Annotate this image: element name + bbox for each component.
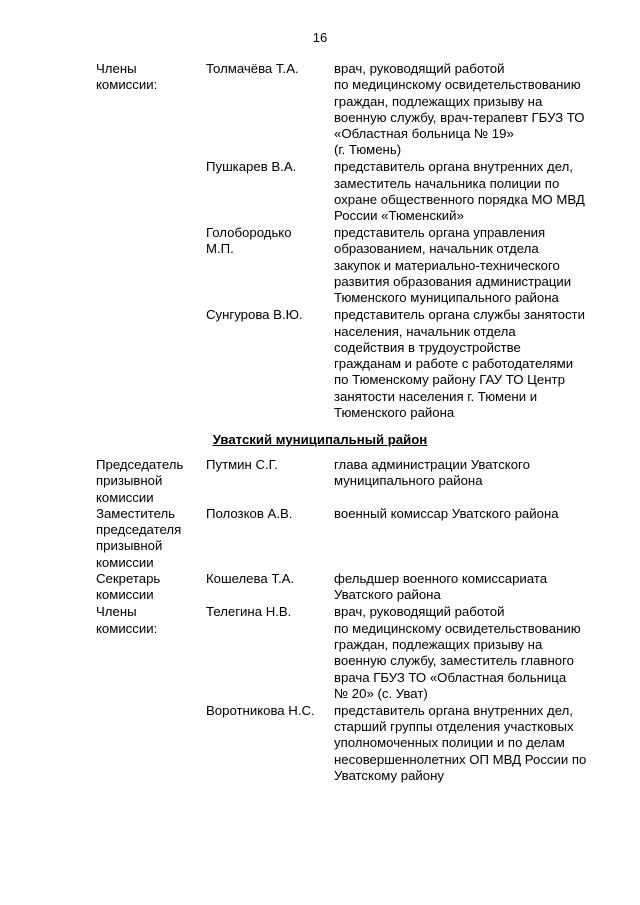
member-row xyxy=(96,571,616,604)
member-row xyxy=(96,604,616,702)
member-row xyxy=(96,505,616,570)
member-row xyxy=(96,159,616,224)
member-role: Члены комиссии: xyxy=(96,61,158,93)
member-name: Полозков А.В. xyxy=(206,505,293,521)
member-description: представитель органа внутренних дел, старший группы отделения участковых уполномоченных полиции и по делам несовершеннолетних ОП МВД России по Уватскому району xyxy=(334,702,587,783)
member-name: Воротникова Н.С. xyxy=(206,702,315,718)
member-description: врач, руководящий работой по медицинскому освидетельствованию граждан, подлежащих призыву на военную службу, заместитель главного врача ГБУЗ ТО «Областная больница № 20» (с. Уват) xyxy=(334,604,581,701)
district-heading-text: Уватский муниципальный район xyxy=(212,432,428,447)
page-number: 16 xyxy=(312,30,328,45)
member-name: Путмин С.Г. xyxy=(206,457,278,472)
member-row xyxy=(96,225,616,306)
member-name: Телегина Н.В. xyxy=(206,604,292,620)
member-role: Председатель призывной комиссии xyxy=(96,457,184,505)
member-description: представитель органа управления образованием, начальник отдела закупок и материально-технического развития образования администрации Тюменского муниципального района xyxy=(334,225,572,306)
commission-table-uvat xyxy=(96,457,616,784)
member-row xyxy=(96,457,616,505)
member-row xyxy=(96,61,616,159)
member-role: Члены комиссии: xyxy=(96,604,158,636)
member-row xyxy=(96,703,616,784)
member-name: Кошелева Т.А. xyxy=(206,571,295,587)
member-description: глава администрации Уватского муниципального района xyxy=(334,457,530,489)
member-role: Заместитель председателя призывной комиссии xyxy=(96,505,182,570)
commission-table-continued xyxy=(96,61,616,421)
member-role: Секретарь комиссии xyxy=(96,571,161,603)
member-description: военный комиссар Уватского района xyxy=(334,505,559,521)
member-description: врач, руководящий работой по медицинскому освидетельствованию граждан, подлежащих призыву на военную службу, врач-терапевт ГБУЗ ТО «Областная больница № 19» (г. Тюмень) xyxy=(334,61,585,158)
member-name: Толмачёва Т.А. xyxy=(206,61,299,76)
district-heading xyxy=(0,432,640,448)
member-description: представитель органа службы занятости населения, начальник отдела содействия в трудоустройстве гражданам и работе с работодателями по Тюменскому району ГАУ ТО Центр занятости населения г. Тюмени и Тюменского района xyxy=(334,307,585,421)
member-name: Голобородько М.П. xyxy=(206,225,292,257)
member-row xyxy=(96,307,616,421)
member-name: Сунгурова В.Ю. xyxy=(206,307,303,323)
member-name: Пушкарев В.А. xyxy=(206,159,297,175)
member-description: представитель органа внутренних дел, заместитель начальника полиции по охране общественного порядка МО МВД России «Тюменский» xyxy=(334,159,585,224)
member-description: фельдшер военного комиссариата Уватского района xyxy=(334,571,548,603)
